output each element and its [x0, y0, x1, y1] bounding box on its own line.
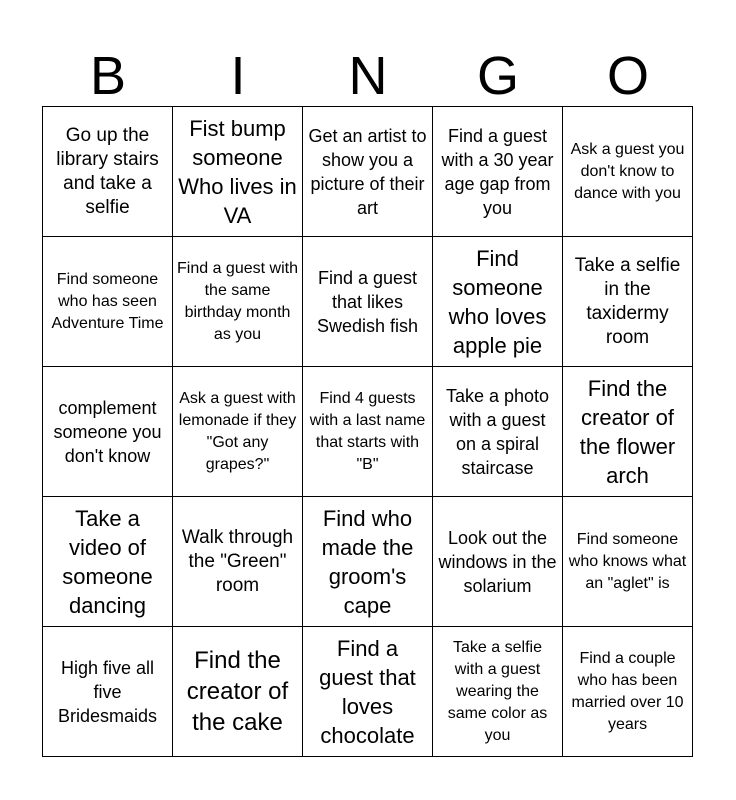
cell-text: Find the creator of the flower arch: [579, 375, 676, 488]
cell-text: Take a photo with a guest on a spiral staircase: [445, 385, 550, 478]
bingo-cell[interactable]: [432, 366, 563, 497]
bingo-cell[interactable]: [562, 626, 693, 757]
cell-text: Walk through the "Green" room: [181, 526, 294, 596]
cell-text: Find a guest with the same birthday month as you: [177, 259, 298, 343]
bingo-cell[interactable]: [302, 236, 433, 367]
cell-text: Find a guest that likes Swedish fish: [316, 267, 419, 336]
cell-text: Find the creator of the cake: [186, 647, 289, 736]
bingo-cell[interactable]: [42, 366, 173, 497]
bingo-cell[interactable]: [562, 236, 693, 367]
bingo-cell[interactable]: [432, 626, 563, 757]
cell-text: Look out the windows in the solarium: [438, 527, 557, 596]
header-letter-i: I: [230, 46, 246, 106]
cell-text: Find someone who has seen Adventure Time: [51, 270, 164, 332]
bingo-cell[interactable]: [172, 236, 303, 367]
bingo-cell[interactable]: [172, 626, 303, 757]
cell-text: Take a video of someone dancing: [62, 505, 153, 618]
bingo-cell[interactable]: [432, 236, 563, 367]
cell-text: Fist bump someone Who lives in VA: [178, 115, 297, 228]
cell-text: Find a guest that loves chocolate: [319, 635, 416, 748]
bingo-cell[interactable]: [42, 106, 173, 237]
cell-text: Find who made the groom's cape: [321, 505, 414, 618]
cell-text: Ask a guest you don't know to dance with you: [570, 140, 685, 202]
bingo-cell[interactable]: [302, 106, 433, 237]
bingo-card-grid: [43, 107, 693, 757]
cell-text: Find someone who knows what an "aglet" is: [568, 530, 687, 592]
bingo-cell[interactable]: [42, 236, 173, 367]
cell-text: complement someone you don't know: [53, 397, 162, 466]
header-letter-g: G: [476, 46, 519, 106]
cell-text: Find a couple who has been married over 10 years: [571, 649, 684, 733]
header-letter-n: N: [348, 46, 388, 106]
cell-text: Go up the library stairs and take a selfie: [56, 124, 159, 218]
cell-text: Take a selfie with a guest wearing the same color as you: [447, 638, 548, 744]
header-letter-o: O: [606, 46, 649, 106]
bingo-cell[interactable]: [42, 626, 173, 757]
bingo-cell[interactable]: [562, 496, 693, 627]
cell-text: Take a selfie in the taxidermy room: [574, 254, 681, 348]
cell-text: Get an artist to show you a picture of their art: [308, 125, 427, 218]
bingo-cell[interactable]: [42, 496, 173, 627]
cell-text: Find a guest with a 30 year age gap from you: [441, 125, 554, 218]
bingo-cell[interactable]: [432, 106, 563, 237]
header-letter-b: B: [89, 46, 127, 106]
bingo-cell[interactable]: [432, 496, 563, 627]
bingo-cell[interactable]: [562, 366, 693, 497]
cell-text: Ask a guest with lemonade if they "Got any grapes?": [178, 389, 297, 473]
cell-text: High five all five Bridesmaids: [57, 657, 158, 726]
bingo-cell[interactable]: [562, 106, 693, 237]
bingo-cell[interactable]: [172, 106, 303, 237]
bingo-cell[interactable]: [172, 366, 303, 497]
bingo-cell[interactable]: [172, 496, 303, 627]
cell-text: Find someone who loves apple pie: [448, 245, 547, 358]
bingo-cell[interactable]: [302, 626, 433, 757]
bingo-cell[interactable]: [302, 366, 433, 497]
bingo-header: [43, 44, 693, 108]
cell-text: Find 4 guests with a last name that starts with "B": [309, 389, 426, 473]
bingo-cell[interactable]: [302, 496, 433, 627]
